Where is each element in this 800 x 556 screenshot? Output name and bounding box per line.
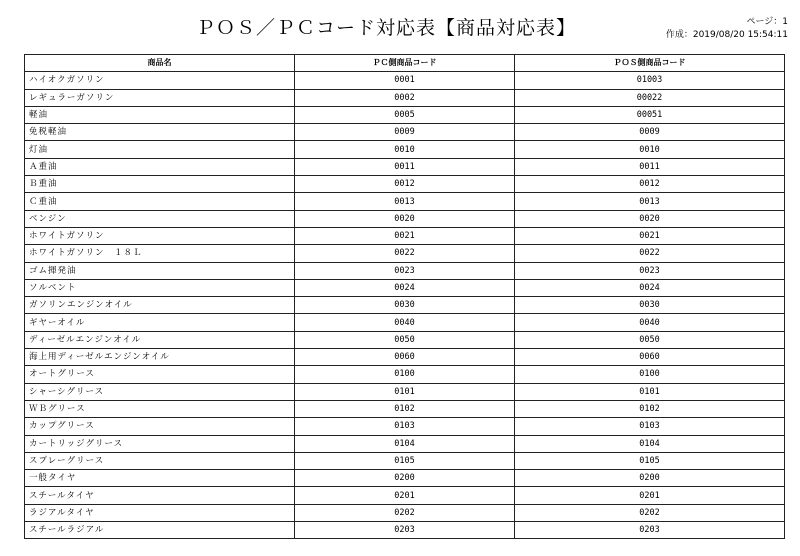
pos-code-cell: 0105 (515, 452, 785, 469)
pc-code-cell: 0002 (295, 89, 515, 106)
pos-code-cell: 0101 (515, 383, 785, 400)
pc-code-cell: 0001 (295, 72, 515, 89)
product-name-cell: ホワイトガソリン １８Ｌ (25, 245, 295, 262)
table-row (25, 210, 785, 227)
table-row (25, 331, 785, 348)
product-name-cell: スプレーグリース (25, 452, 295, 469)
table-header-row (25, 55, 785, 72)
pos-code-cell: 0201 (515, 487, 785, 504)
product-name-cell: Ａ重油 (25, 158, 295, 175)
pos-code-cell: 0030 (515, 297, 785, 314)
product-name-cell: ゴム揮発油 (25, 262, 295, 279)
product-name-cell: Ｂ重油 (25, 176, 295, 193)
product-name-cell: ハイオクガソリン (25, 72, 295, 89)
pos-code-cell: 00051 (515, 106, 785, 123)
page-number: ページ：1 (746, 17, 788, 27)
product-name-cell: 免税軽油 (25, 124, 295, 141)
pos-code-cell: 0022 (515, 245, 785, 262)
pc-code-cell: 0201 (295, 487, 515, 504)
pos-code-cell: 0102 (515, 400, 785, 417)
pos-code-cell: 0020 (515, 210, 785, 227)
table-body (25, 72, 785, 539)
table-row (25, 106, 785, 123)
column-header-pos-code: ＰＯＳ側商品コード (515, 55, 785, 72)
pos-code-cell: 0103 (515, 418, 785, 435)
table-row (25, 504, 785, 521)
pc-code-cell: 0105 (295, 452, 515, 469)
table-row (25, 435, 785, 452)
table-row (25, 487, 785, 504)
table-row (25, 262, 785, 279)
product-name-cell: 軽油 (25, 106, 295, 123)
pos-code-cell: 0050 (515, 331, 785, 348)
table-row (25, 89, 785, 106)
pc-code-cell: 0020 (295, 210, 515, 227)
product-name-cell: 海上用ディーゼルエンジンオイル (25, 349, 295, 366)
product-name-cell: ギヤーオイル (25, 314, 295, 331)
table-row (25, 383, 785, 400)
pos-code-cell: 0012 (515, 176, 785, 193)
table-row (25, 176, 785, 193)
pos-code-cell: 0024 (515, 279, 785, 296)
table-row (25, 314, 785, 331)
pc-code-cell: 0012 (295, 176, 515, 193)
pos-code-cell: 01003 (515, 72, 785, 89)
pc-code-cell: 0040 (295, 314, 515, 331)
product-name-cell: ホワイトガソリン (25, 227, 295, 244)
product-name-cell: スチールタイヤ (25, 487, 295, 504)
pos-code-cell: 0200 (515, 470, 785, 487)
product-name-cell: カートリッジグリース (25, 435, 295, 452)
table-row (25, 227, 785, 244)
pc-code-cell: 0022 (295, 245, 515, 262)
table-row (25, 279, 785, 296)
table-row (25, 418, 785, 435)
column-header-pc-code: ＰＣ側商品コード (295, 55, 515, 72)
pos-code-cell: 0040 (515, 314, 785, 331)
product-name-cell: レギュラーガソリン (25, 89, 295, 106)
product-name-cell: 灯油 (25, 141, 295, 158)
pos-code-cell: 0011 (515, 158, 785, 175)
pc-code-cell: 0101 (295, 383, 515, 400)
product-name-cell: ガソリンエンジンオイル (25, 297, 295, 314)
table-row (25, 452, 785, 469)
pos-code-cell: 0010 (515, 141, 785, 158)
product-name-cell: シャーシグリース (25, 383, 295, 400)
pc-code-cell: 0024 (295, 279, 515, 296)
product-name-cell: スチールラジアル (25, 522, 295, 539)
table-row (25, 400, 785, 417)
product-name-cell: ディーゼルエンジンオイル (25, 331, 295, 348)
table-row (25, 245, 785, 262)
pos-code-cell: 0013 (515, 193, 785, 210)
pos-code-cell: 0202 (515, 504, 785, 521)
pos-code-cell: 0060 (515, 349, 785, 366)
product-name-cell: オートグリース (25, 366, 295, 383)
pc-code-cell: 0023 (295, 262, 515, 279)
pc-code-cell: 0102 (295, 400, 515, 417)
pos-code-cell: 0009 (515, 124, 785, 141)
pos-code-cell: 00022 (515, 89, 785, 106)
table-row (25, 193, 785, 210)
product-name-cell: ベンジン (25, 210, 295, 227)
pc-code-cell: 0100 (295, 366, 515, 383)
pc-code-cell: 0202 (295, 504, 515, 521)
pos-code-cell: 0203 (515, 522, 785, 539)
pc-code-cell: 0013 (295, 193, 515, 210)
pc-code-cell: 0021 (295, 227, 515, 244)
pc-code-cell: 0060 (295, 349, 515, 366)
table-row (25, 470, 785, 487)
pc-code-cell: 0104 (295, 435, 515, 452)
created-timestamp: 作成：2019/08/20 15:54:11 (665, 30, 788, 40)
product-name-cell: カップグリース (25, 418, 295, 435)
pc-code-cell: 0010 (295, 141, 515, 158)
page-title: ＰＯＳ／ＰＣコード対応表【商品対応表】 (196, 17, 577, 39)
product-name-cell: Ｃ重油 (25, 193, 295, 210)
pos-code-cell: 0023 (515, 262, 785, 279)
code-mapping-table (24, 54, 785, 539)
table-row (25, 158, 785, 175)
table-row (25, 72, 785, 89)
table-row (25, 522, 785, 539)
pc-code-cell: 0009 (295, 124, 515, 141)
pos-code-cell: 0021 (515, 227, 785, 244)
column-header-product-name: 商品名 (25, 55, 295, 72)
product-name-cell: ソルベント (25, 279, 295, 296)
table-row (25, 297, 785, 314)
table-row (25, 366, 785, 383)
table-row (25, 141, 785, 158)
pc-code-cell: 0030 (295, 297, 515, 314)
pc-code-cell: 0005 (295, 106, 515, 123)
pc-code-cell: 0103 (295, 418, 515, 435)
pos-code-cell: 0104 (515, 435, 785, 452)
table-row (25, 349, 785, 366)
pc-code-cell: 0050 (295, 331, 515, 348)
pc-code-cell: 0011 (295, 158, 515, 175)
pos-code-cell: 0100 (515, 366, 785, 383)
product-name-cell: ＷＢグリース (25, 400, 295, 417)
product-name-cell: ラジアルタイヤ (25, 504, 295, 521)
product-name-cell: 一般タイヤ (25, 470, 295, 487)
pc-code-cell: 0200 (295, 470, 515, 487)
pc-code-cell: 0203 (295, 522, 515, 539)
table-row (25, 124, 785, 141)
